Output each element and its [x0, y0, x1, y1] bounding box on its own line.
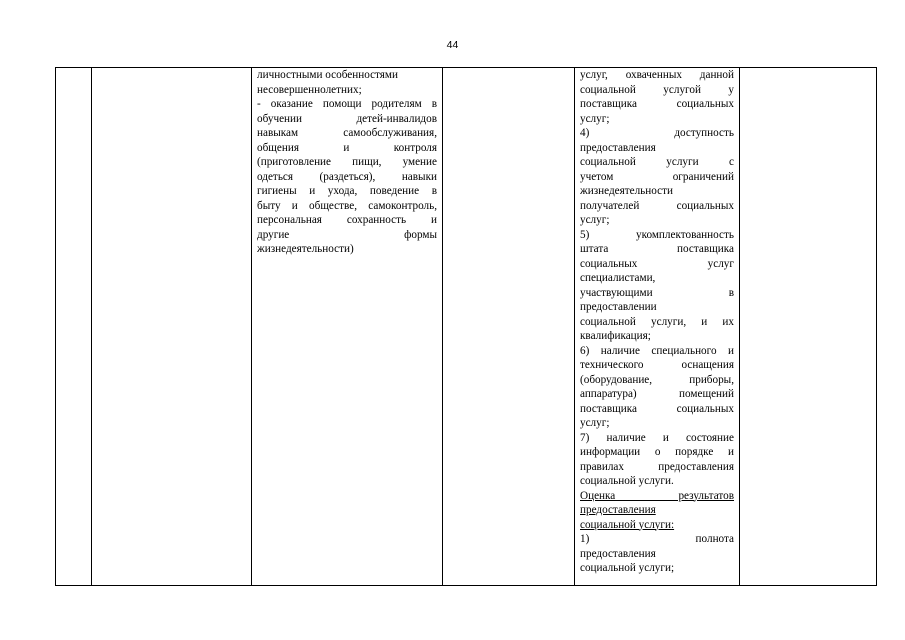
text-line: квалификация;: [580, 330, 651, 342]
text-line: технического оснащения: [580, 359, 734, 371]
text-line: социальной услуги.: [580, 475, 674, 487]
text-line: услуг;: [580, 112, 610, 125]
column-divider-4: [574, 68, 575, 585]
text-line: 5) укомплектованность: [580, 228, 734, 241]
text-line: аппаратура) помещений: [580, 388, 734, 400]
text-line: социальной услуги;: [580, 562, 675, 574]
text-line: предоставления: [580, 547, 656, 560]
column-divider-1: [91, 68, 92, 585]
service-description-cell: [257, 68, 437, 257]
text-line: 1) полнота: [580, 533, 734, 545]
text-line: социальной услуги, и их: [580, 315, 734, 328]
text-line: социальной услуги:: [580, 518, 675, 531]
text-line: обучении детей-инвалидов: [257, 112, 437, 125]
text-line: жизнедеятельности: [580, 185, 673, 197]
text-line: поставщика социальных: [580, 402, 734, 415]
text-line: услуг, охваченных данной: [580, 69, 734, 81]
text-line: быту и обществе, самоконтроль,: [257, 199, 437, 212]
text-line: учетом ограничений: [580, 170, 734, 183]
text-line: участвующими в: [580, 286, 734, 299]
column-divider-5: [739, 68, 740, 585]
quality-indicators-cell: [580, 68, 734, 576]
text-line: предоставлении: [580, 301, 657, 313]
column-divider-3: [442, 68, 443, 585]
text-line: одеться (раздеться), навыки: [257, 170, 437, 183]
text-line: поставщика социальных: [580, 98, 734, 110]
text-line: правилах предоставления: [580, 460, 734, 473]
text-line: навыкам самообслуживания,: [257, 127, 437, 139]
text-line: другие формы: [257, 228, 437, 241]
text-line: предоставления: [580, 141, 656, 154]
text-line: получателей социальных: [580, 199, 734, 212]
text-line: Оценка результатов: [580, 489, 734, 502]
text-line: жизнедеятельности): [257, 243, 354, 255]
services-table: [55, 67, 877, 586]
text-line: персональная сохранность и: [257, 214, 437, 226]
text-line: гигиены и ухода, поведение в: [257, 185, 437, 197]
text-line: специалистами,: [580, 272, 656, 284]
text-line: (приготовление пищи, умение: [257, 156, 437, 168]
text-line: - оказание помощи родителям в: [257, 98, 437, 110]
text-line: штата поставщика: [580, 243, 734, 255]
text-line: социальных услуг: [580, 257, 734, 270]
text-line: личностными особенностями: [257, 69, 398, 81]
text-line: 4) доступность: [580, 127, 734, 139]
text-line: информации о порядке и: [580, 446, 734, 458]
text-line: предоставления: [580, 504, 656, 516]
text-line: 7) наличие и состояние: [580, 431, 734, 444]
page-number: 44: [446, 39, 459, 51]
text-line: несовершеннолетних;: [257, 83, 362, 96]
text-line: (оборудование, приборы,: [580, 373, 734, 386]
text-line: социальной услуги с: [580, 156, 734, 168]
text-line: услуг;: [580, 417, 610, 429]
text-line: 6) наличие специального и: [580, 344, 734, 357]
column-divider-2: [251, 68, 252, 585]
text-line: общения и контроля: [257, 141, 437, 154]
text-line: социальной услугой у: [580, 83, 734, 96]
text-line: услуг;: [580, 214, 610, 226]
